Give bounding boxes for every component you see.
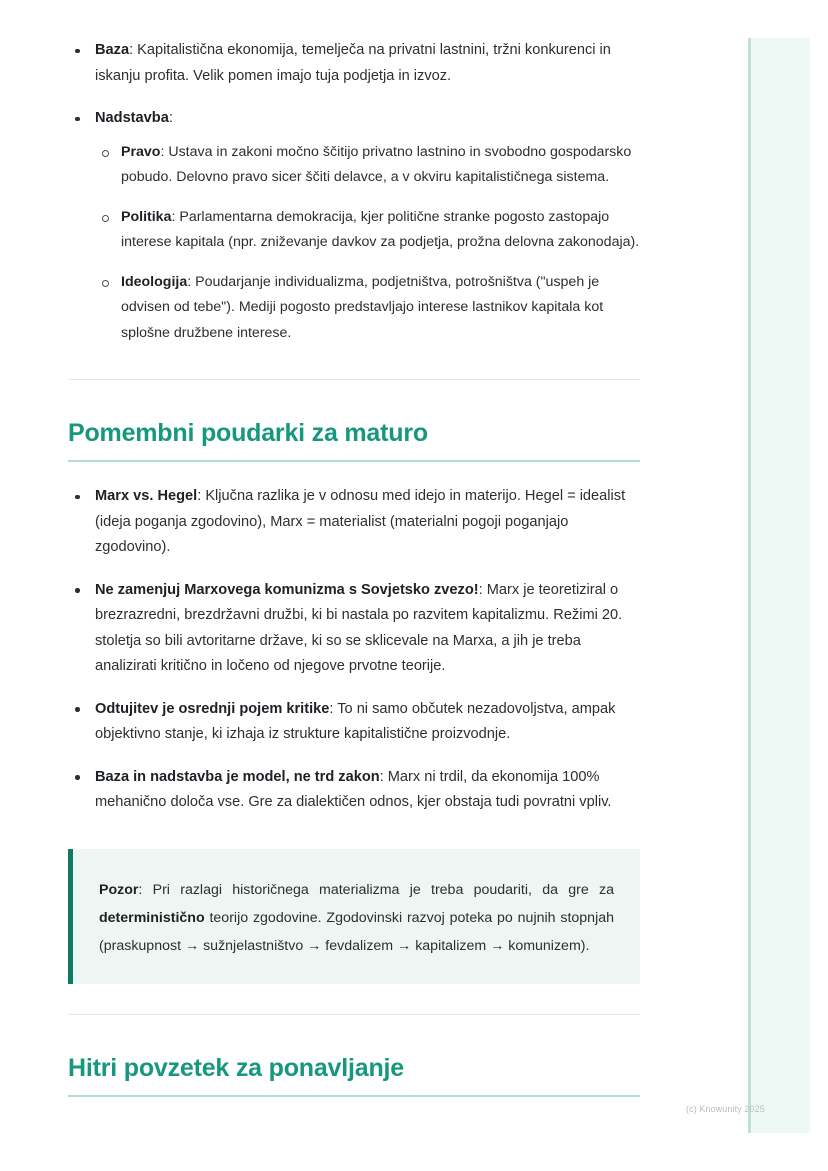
nadstavba-sublist [95, 140, 640, 347]
list-item-lead: Pravo [121, 143, 161, 160]
list-item-lead: Odtujitev je osrednji pojem kritike [95, 700, 330, 717]
list-item-text: : [168, 110, 173, 126]
list-item-lead: Marx vs. Hegel [95, 488, 198, 504]
callout-emphasis: deterministično [99, 909, 205, 926]
warning-callout [68, 849, 640, 984]
list-item-text: : Ključna razlika je v odnosu med idejo in materijo. Hegel = idealist (ideja poganja zgodovino), Marx = materialist (materialni pogoji poganjajo zgodovino). [95, 488, 626, 555]
list-item [95, 140, 640, 191]
footer-credit: (c) Knowunity 2025 [686, 1104, 765, 1114]
list-item-lead: Nadstavba [95, 110, 169, 126]
highlights-list [68, 484, 640, 816]
document-content [68, 0, 640, 1097]
list-item-text: : Ustava in zakoni močno ščitijo privatno lastnino in svobodno gospodarsko pobudo. Delovno pravo sicer ščiti delavce, a v okviru kapitalističnega sistema. [121, 143, 632, 185]
list-item-text: : Marx je teoretiziral o brezrazredni, brezdržavni družbi, ki bi nastala po razvitem kapitalizmu. Režimi 20. stoletja so bili avtoritarne države, ki so se sklicevale na Marxa, a jih je treba analizirati kritično in ločeno od njegove prvotne teorije. [95, 581, 623, 674]
list-item-lead: Baza [95, 42, 130, 58]
list-item-text: : Marx ni trdil, da ekonomija 100% mehanično določa vse. Gre za dialektičen odnos, kjer obstaja tudi povratni vpliv. [95, 768, 612, 810]
list-item [68, 765, 640, 816]
list-item-text: : To ni samo občutek nezadovoljstva, ampak objektivno stanje, ki izhaja iz strukture kapitalistične proizvodnje. [95, 700, 616, 742]
list-item [68, 106, 640, 346]
list-item-lead: Ideologija [121, 273, 188, 290]
list-item-text: : Poudarjanje individualizma, podjetništva, potrošništva ("uspeh je odvisen od tebe"). Mediji pogosto predstavljajo interese lastnikov kapitala kot splošne družbene interese. [121, 273, 604, 341]
list-item [95, 270, 640, 347]
page-edge-strip [748, 38, 810, 1133]
list-item [68, 484, 640, 561]
list-item-lead: Ne zamenjuj Marxovega komunizma s Sovjetsko zvezo! [95, 581, 479, 598]
base-superstructure-list [68, 38, 640, 346]
list-item-text: : Kapitalistična ekonomija, temelječa na privatni lastnini, tržni konkurenci in iskanju profita. Velik pomen imajo tuja podjetja in izvoz. [95, 42, 611, 84]
list-item [68, 697, 640, 748]
list-item [68, 578, 640, 680]
page-title-summary: Hitri povzetek za ponavljanje [68, 1053, 404, 1082]
callout-text-part1: : Pri razlagi historičnega materializma je treba poudariti, da gre za [138, 881, 614, 898]
list-item-lead: Politika [121, 208, 172, 225]
list-item-text: : Parlamentarna demokracija, kjer politične stranke pogosto zastopajo interese kapitala (npr. zniževanje davkov za podjetja, prožna delovna zakonodaja). [121, 208, 640, 250]
list-item [95, 205, 640, 256]
heading-underline [68, 1095, 640, 1097]
list-item [68, 38, 640, 89]
callout-text-part2: teorijo zgodovine. Zgodovinski razvoj poteka po nujnih stopnjah (praskupnost → sužnjelastništvo → fevdalizem → kapitalizem → komunizem). [99, 909, 614, 954]
page-title-highlights: Pomembni poudarki za maturo [68, 419, 428, 447]
list-item-lead: Baza in nadstavba je model, ne trd zakon [95, 768, 380, 785]
callout-lead: Pozor [99, 881, 139, 898]
